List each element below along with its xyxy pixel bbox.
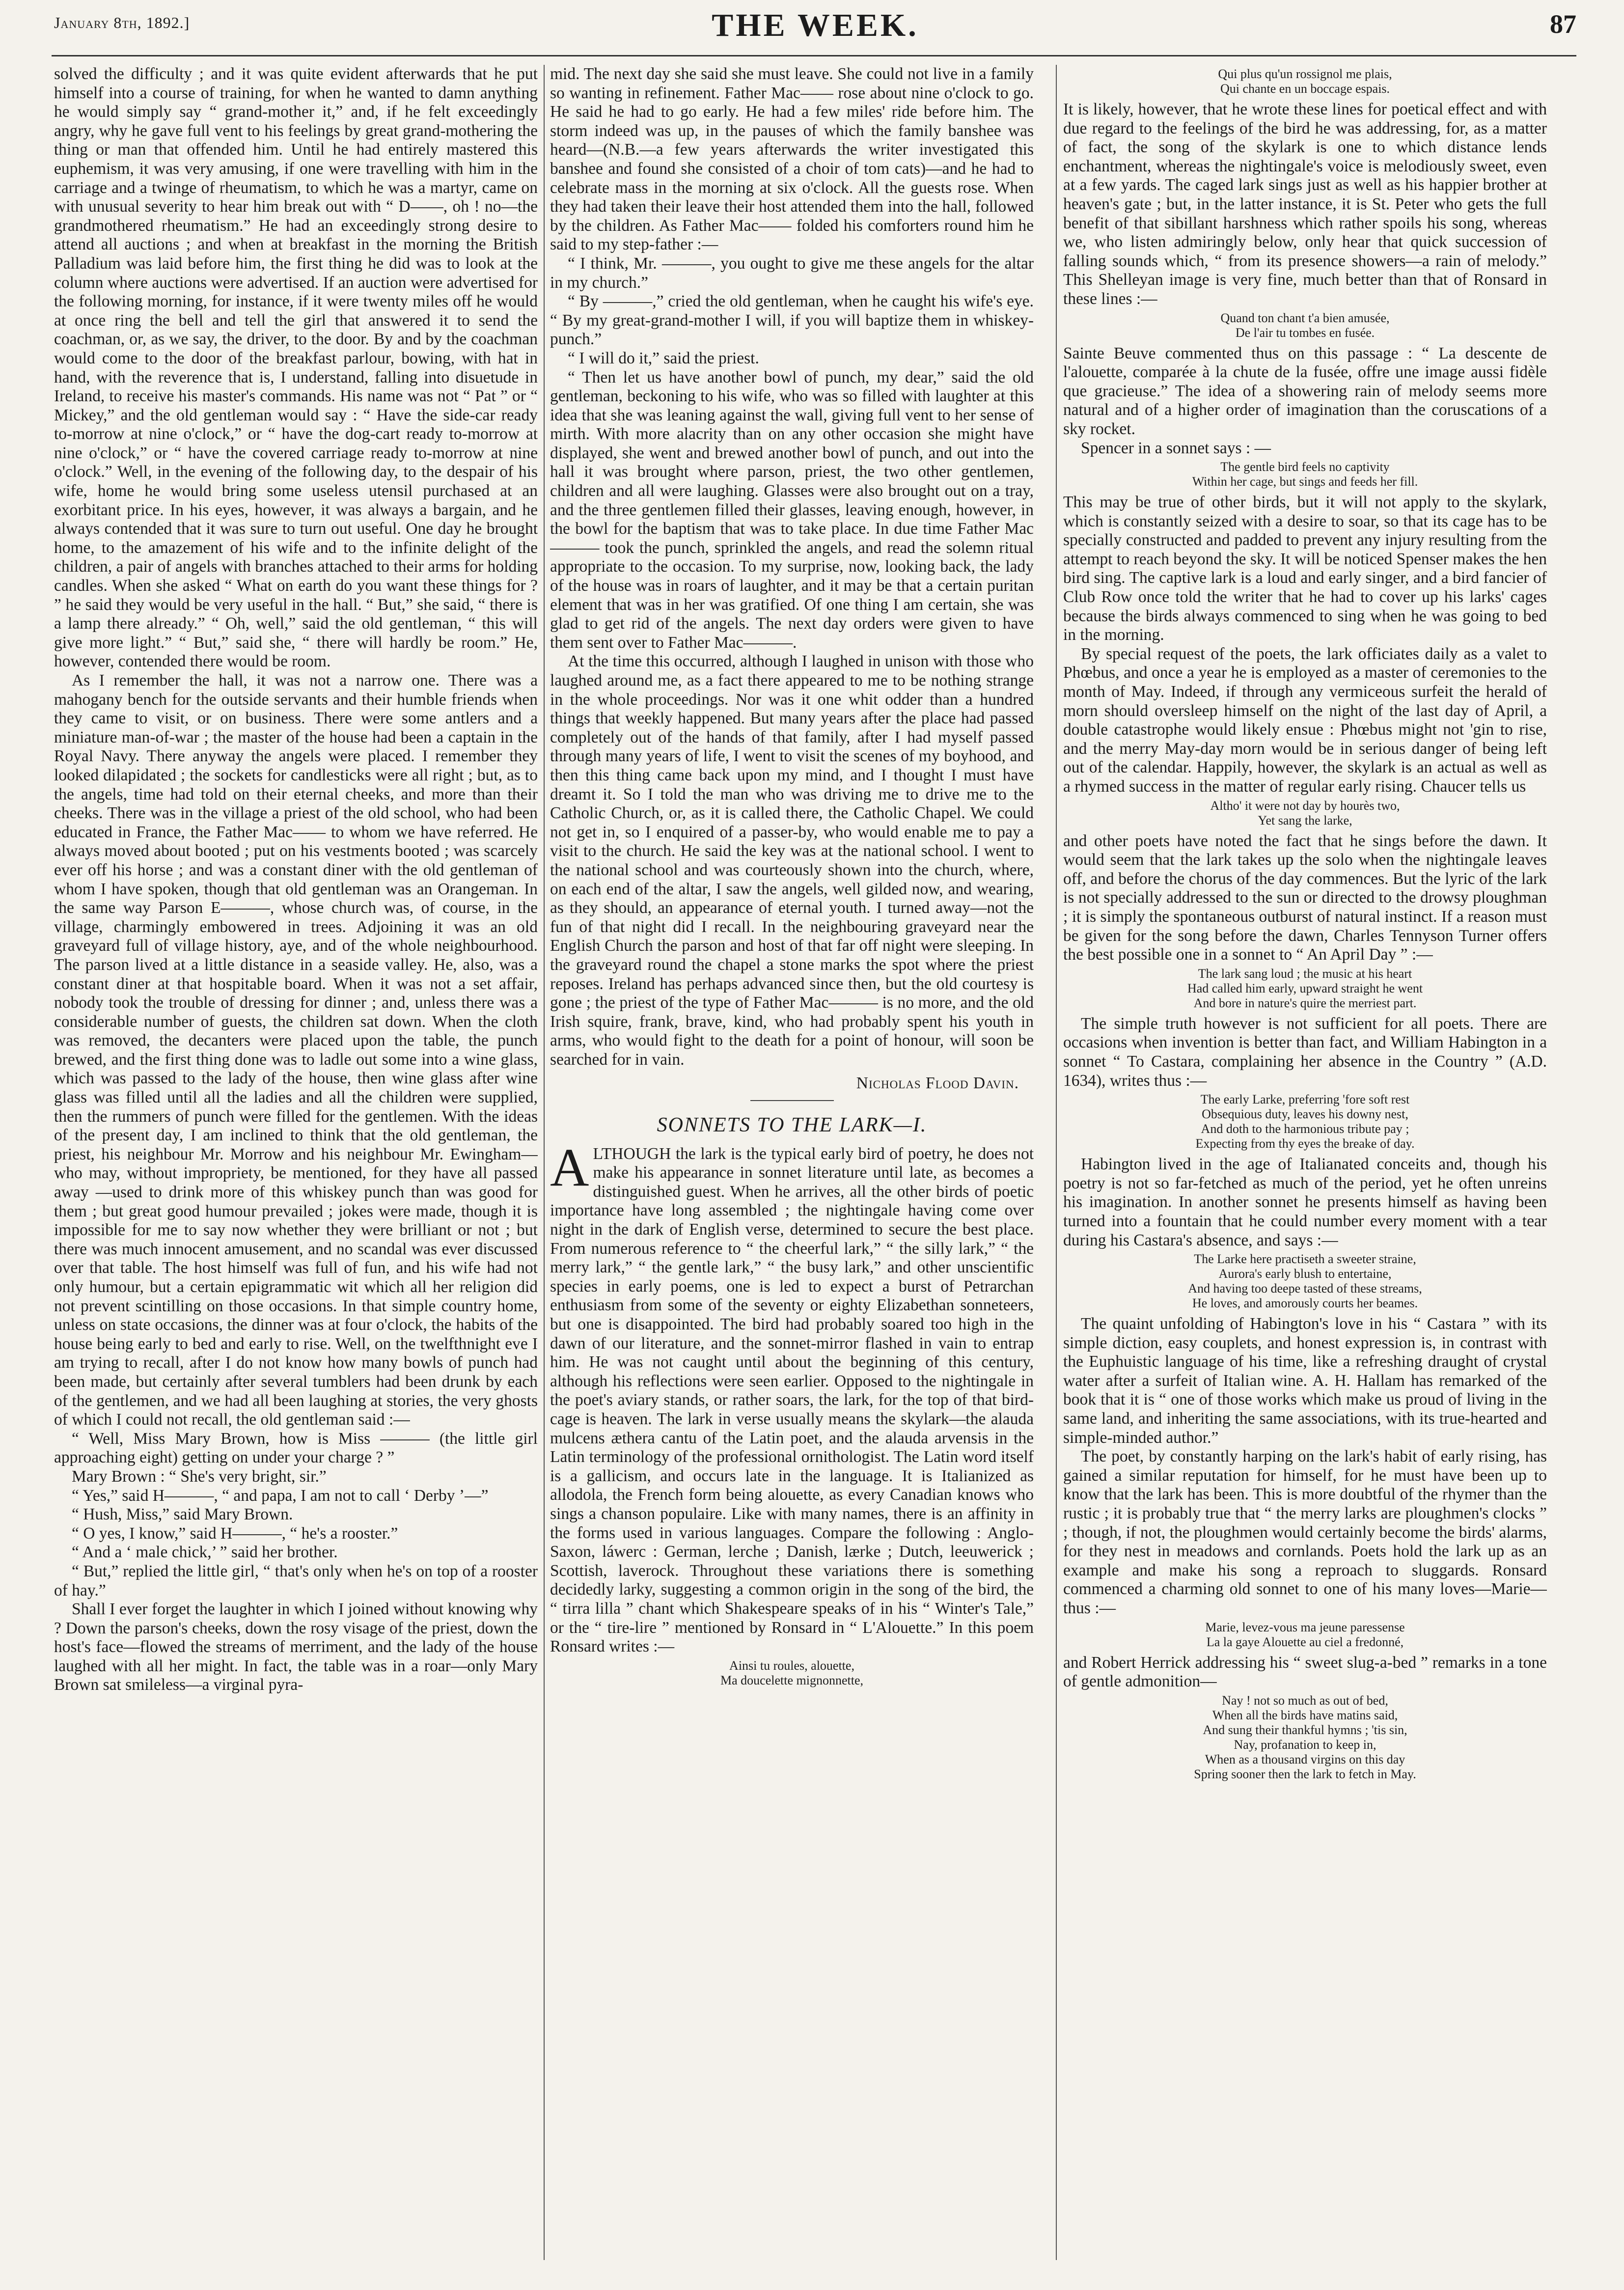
issue-date: January 8th, 1892.] [54,14,190,31]
verse-quote [1063,311,1547,340]
verse-line: Within her cage, but sings and feeds her fill. [1192,474,1418,489]
verse-line: He loves, and amorously courts her beames. [1192,1296,1418,1311]
paragraph-text: LTHOUGH the lark is the typical early bird of poetry, he does not make his appearance in sonnet literature until late, as becomes a distinguished guest. When he arrives, all the other birds of poetic importance have long assembled ; the nightingale having come over night in the dark of English verse, determined to secure the best place. From numerous reference to “ the cheerful lark,” “ the silly lark,” “ the merry lark,” “ the gentle lark,” “ the busy lark,” and other unscientific species in early poems, one is led to expect a burst of Petrarchan enthusiasm from some of the seventy or eighty Elizabethan sonneteers, but one is disappointed. The bird had probably soared too high in the dawn of our literature, and the sonnet-mirror flashed in vain to entrap him. He was not caught until about the beginning of this century, although his reflections were seen earlier. Opposed to the nightingale in the poet's aviary stands, or rather soars, the lark, for the top of that bird-cage is heaven. The lark in verse usually means the skylark—the alauda mulcens æthera cantu of the Latin poet, and the alauda arvensis in the Latin terminology of the professional ornithologist. The Latin word itself is a gallicism, and occurs late in the language. It is Italianized as allodola, the French form being alouette, as every Canadian knows who sings a chanson populaire. Like with many names, there is an affinity in the forms used in various languages. Compare the following : Anglo-Saxon, láwerc : German, lerche ; Danish, lærke ; Dutch, leeuwerick ; Scottish, laverock. Throughout these variations there is something decidedly larky, suggesting a common origin in the song of the bird, the “ tirra lilla ” chant which Shakespeare speaks of in his “ Winter's Tale,” or the “ tire-lire ” mentioned by Ronsard in “ L'Alouette.” In this poem Ronsard writes :— [550,1144,1034,1656]
verse-line: De l'air tu tombes en fusée. [1235,325,1375,340]
verse-line: Qui plus qu'un rossignol me plais, [1218,67,1392,81]
verse-line: The Larke here practiseth a sweeter straine, [1194,1252,1416,1267]
paragraph: Mary Brown : “ She's very bright, sir.” [72,1467,327,1486]
paragraph: and Robert Herrick addressing his “ sweet slug-a-bed ” remarks in a tone of gentle admonition— [1063,1653,1547,1691]
verse-quote [1063,1620,1547,1650]
verse-quote [550,1658,1034,1688]
paragraph: “ I will do it,” said the priest. [568,349,759,367]
verse-line: Altho' it were not day by hourès two, [1210,798,1400,813]
verse-line: Yet sang the larke, [1258,813,1352,828]
paragraph: “ By ———,” cried the old gentleman, when he caught his wife's eye. “ By my great-grand-mother I will, if you will baptize them in whiskey-punch.” [550,292,1034,349]
paragraph [550,1137,1034,1656]
paragraph: Shall I ever forget the laughter in which I joined without knowing why ? Down the parson's cheeks, down the rosy visage of the priest, down the host's face—flowed the streams of merriment, and the lady of the house laughed with all her might. In fact, the table was in a roar—only Mary Brown sat smileless—a virginal pyra- [54,1600,538,1694]
verse-line: La la gaye Alouette au ciel a fredonné, [1206,1634,1404,1649]
paragraph: mid. The next day she said she must leave. She could not live in a family so wanting in refinement. Father Mac—— rose about nine o'clock to go. He said he had to go early. He had a few miles' ride before him. The storm indeed was up, in the pauses of which the family banshee was heard—(N.B.—a few years afterwards the writer investigated this banshee and found she consisted of a choir of tom cats)—and he had to celebrate mass in the morning at six o'clock. All the guests rose. When they had taken their leave their host attended them into the hall, followed by the children. As Father Mac—— folded his comforters round him he said to my step-father :— [550,65,1034,254]
verse-line: Ma doucelette mignonnette, [720,1673,863,1687]
verse-quote [1063,799,1547,828]
paragraph: “ O yes, I know,” said H———, “ he's a rooster.” [72,1524,398,1543]
paragraph: At the time this occurred, although I laughed in unison with those who laughed around me, as a fact there appeared to me to be nothing strange in the whole proceedings. Nor was it one whit odder than a hundred things that weekly happened. But many years after the place had passed completely out of the hands of that family, after I had myself passed through many years of life, I went to visit the scenes of my boyhood, and then this thing came back upon my mind, and I thought I must have dreamt it. So I told the man who was driving me to drive me to the Catholic Church, or, as it is called there, the Catholic Chapel. We could not get in, so I enquired of a passer-by, who would enable me to pay a visit to the church. He said the key was at the national school. I went to the national school and was courteously shown into the church, where, on each end of the altar, I saw the angels, well gilded now, and wearing, as they should, an appearance of eternal youth. I turned away—not the fun of that night did I recall. In the neighbouring graveyard near the English Church the parson and host of that far off night were sleeping. In the graveyard round the chapel a stone marks the spot where the priest reposes. Ireland has perhaps advanced since then, but the old courtesy is gone ; the priest of the type of Father Mac——— is no more, and the old Irish squire, frank, brave, kind, who had probably spent his youth in arms, who would fight to the death for a point of honour, will soon be searched for in vain. [550,652,1034,1069]
verse-line: Aurora's early blush to entertaine, [1218,1267,1392,1281]
verse-line: Had called him early, upward straight he went [1187,981,1423,995]
verse-quote [1063,1252,1547,1311]
verse-line: And sung their thankful hymns ; 'tis sin, [1203,1722,1407,1737]
verse-line: Marie, levez-vous ma jeune paressense [1205,1620,1405,1634]
paragraph: “ Well, Miss Mary Brown, how is Miss ——— (the little girl approaching eight) getting on under your charge ? ” [54,1429,538,1467]
paragraph: Spencer in a sonnet says : — [1081,439,1271,457]
column-1 [54,65,538,2260]
column-rule [1056,65,1057,2260]
paragraph: “ Hush, Miss,” said Mary Brown. [72,1505,293,1524]
verse-quote [1063,1092,1547,1151]
paragraph: By special request of the poets, the lark officiates daily as a valet to Phœbus, and once a year he is employed as a master of ceremonies to the month of May. Indeed, if through any vermiceous surfeit the herald of morn should oversleep himself on the night of the last day of April, a double catastrophe would likely ensue : Phœbus might not 'gin to rise, and the merry May-day morn would be in serious danger of being left out of the calendar. Happily, however, the skylark is an actual as well as a rhymed success in the matter of regular early rising. Chaucer tells us [1063,644,1547,796]
paragraph: This may be true of other birds, but it will not apply to the skylark, which is constantly seized with a desire to soar, so that its cage has to be specially constructed and padded to prevent any injury resulting from the attempt to reach beyond the sky. It will be noticed Spenser makes the hen bird sing. The captive lark is a loud and early singer, and a bird fancier of Club Row once told the writer that he had to cover up his larks' cages because the birds always commenced to sing when he was going to bed in the morning. [1063,493,1547,644]
column-rule [544,65,545,2260]
verse-quote [1063,67,1547,96]
verse-line: And having too deepe tasted of these streams, [1188,1281,1422,1296]
paragraph: “ But,” replied the little girl, “ that's only when he's on top of a rooster of hay.” [54,1562,538,1600]
paragraph: The quaint unfolding of Habington's love in his “ Castara ” with its simple diction, easy couplets, and honest expression is, in contrast with the Euphuistic language of his time, like a refreshing draught of crystal water after a surfeit of Italian wine. A. H. Hallam has remarked of the book that it is “ one of those works which make us proud of living in the same land, and inheriting the same associations, with its true-hearted and simple-minded author.” [1063,1315,1547,1447]
paragraph: “ Yes,” said H———, “ and papa, I am not to call ‘ Derby ’—” [72,1486,489,1505]
verse-line: Ainsi tu roules, alouette, [729,1658,854,1673]
drop-cap: A [550,1137,589,1197]
masthead [54,4,1576,58]
verse-line: Obsequious duty, leaves his downy nest, [1202,1107,1408,1122]
author-signature: Nicholas Flood Davin. [856,1074,1019,1093]
verse-quote [1063,460,1547,489]
article-heading: SONNETS TO THE LARK—I. [657,1114,927,1137]
section-divider [750,1100,834,1101]
paragraph: The poet, by constantly harping on the lark's habit of early rising, has gained a similar reputation for himself, for he must have been up to know that the lark has been. This is more doubtful of the rhymer than the rustic ; it is probably true that “ the merry larks are ploughmen's clocks ” ; though, if not, the ploughmen would certainly become the birds' alarms, for they nest in meadows and cornlands. Poets hold the lark up as an example and make his song a reproach to sluggards. Ronsard commenced a charming old sonnet to one of his many loves—Marie—thus :— [1063,1447,1547,1617]
paragraph: The simple truth however is not sufficient for all poets. There are occasions when invention is better than fact, and William Habington in a sonnet “ To Castara, complaining her absence in the Country ” (A.D. 1634), writes thus :— [1063,1014,1547,1090]
verse-line: Quand ton chant t'a bien amusée, [1220,310,1390,325]
paragraph: solved the difficulty ; and it was quite evident afterwards that he put himself into a course of training, for when he wanted to damn anything he would simply say “ grand-mother it,” and, if he felt exceedingly angry, why he gave full vent to his feelings by great grand-mothering the thing or man that offended him. Until he had entirely mastered this euphemism, it was very amusing, if one were travelling with him in the carriage and a twinge of rheumatism, to which he was a martyr, came on with unusual severity to hear him break out with “ D——, oh ! no—the grandmothered rheumatism.” He had an exceedingly strong desire to attend all auctions ; and when at breakfast in the morning the British Palladium was laid before him, the first thing he did was to look at the column where auctions were advertised. If an auction were advertised for the following morning, for instance, if it were twenty miles off he would at once ring the bell and tell the girl that answered it to send the coachman, or, as we say, the driver, to the door. By and by the coachman would come to the door of the breakfast parlour, bowing, with hat in hand, with the reverence that is, I understand, falling into disuetude in Ireland, to receive his master's commands. His name was not “ Pat ” or “ Mickey,” and the old gentleman would say : “ Have the side-car ready to-morrow at nine o'clock,” or “ have the dog-cart ready to-morrow at nine o'clock,” or “ have the covered carriage ready to-morrow at nine o'clock.” Well, in the evening of the following day, to the despair of his wife, home he would bring some useless utensil purchased at an exorbitant price. In his eyes, however, it was always a bargain, and he always contended that it was sure to turn out useful. One day he brought home, to the amazement of his wife and to the infinite delight of the children, a pair of angels with branches attached to their arms for holding candles. When she asked “ What on earth do you want these things for ? ” he said they would be very useful in the hall. “ But,” she said, “ there is a lamp there already.” “ Oh, well,” said the old gentleman, “ this will give more light.” “ But,” said she, “ there will hardly be room.” He, however, contended there would be room. [54,65,538,671]
paragraph: and other poets have noted the fact that he sings before the dawn. It would seem that the lark takes up the solo when the nightingale leaves off, and before the chorus of the day commences. But the lyric of the lark is not specially addressed to the sun or directed to the drowsy ploughman ; it is simply the spontaneous outburst of natural instinct. If a reason must be given for the song before the dawn, Charles Tennyson Turner offers the best possible one in a sonnet to “ An April Day ” :— [1063,831,1547,964]
verse-line: When all the birds have matins said, [1212,1708,1398,1722]
paragraph: “ And a ‘ male chick,’ ” said her brother. [72,1543,338,1562]
verse-line: When as a thousand virgins on this day [1205,1752,1405,1766]
verse-line: The early Larke, preferring 'fore soft rest [1200,1092,1410,1107]
verse-line: Qui chante en un boccage espais. [1220,82,1390,96]
column-3 [1063,65,1547,2260]
paragraph: “ I think, Mr. ———, you ought to give me these angels for the altar in my church.” [550,254,1034,292]
column-2 [550,65,1034,2260]
verse-quote [1063,1693,1547,1782]
verse-line: Expecting from thy eyes the breake of day. [1195,1136,1415,1151]
verse-line: Spring sooner then the lark to fetch in May. [1194,1766,1416,1781]
verse-line: Nay ! not so much as out of bed, [1222,1693,1388,1708]
verse-line: And doth to the harmonious tribute pay ; [1201,1122,1409,1136]
header-rule [52,55,1576,56]
paragraph: As I remember the hall, it was not a narrow one. There was a mahogany bench for the outside servants and their humble friends when they came to visit, or on business. There were some antlers and a miniature man-of-war ; the master of the house had been a captain in the Royal Navy. There anyway the angels were placed. I remember they looked dilapidated ; the sockets for candlesticks were all right ; but, as to the angels, time had told on their eternal cheeks, and more than their cheeks. There was in the village a priest of the old school, who had been educated in France, the Father Mac—— to whom we have referred. He always moved about booted ; put on his vestments booted ; was scarcely ever off his horse ; and was a constant diner with the old gentleman of whom I have spoken, though that old gentleman was an Orangeman. In the same way Parson E———, whose church was, of course, in the village, charmingly embowered in trees. Adjoining it was an old graveyard full of village history, aye, and of the whole neighbourhood. The parson lived at a little distance in a seaside valley. He, also, was a constant diner at that hospitable board. When it was not a set affair, nobody took the trouble of dressing for dinner ; and, unless there was a considerable number of guests, the children sat down. When the cloth was removed, the decanters were placed upon the table, the punch brewed, and the first thing done was to ladle out some into a wine glass, which was passed to the lady of the house, then wine glass after wine glass was filled until all the ladies and all the children were supplied, then the rummers of punch were filled for the gentlemen. With the ideas of the present day, I am inclined to think that the old gentleman, the priest, his neighbour Mr. Morrow and his neighbour Mr. Ewingham—who may, without impropriety, be mentioned, for they have all passed away —used to drink more of this whiskey punch than was good for them ; but great good humour prevailed ; jokes were made, though it is impossible for me to say now whether they were brilliant or not ; but there was much innocent amusement, and no scandal was ever discussed over that table. The host himself was full of fun, and his wife had not only humour, but a certain epigrammatic wit which all her religion did not prevent scintilling on those occasions. In that simple country home, unless on state occasions, the dinner was at four o'clock, the habits of the house being early to bed and early to rise. Well, on the twelfthnight eve I am trying to recall, after I do not know how many bowls of punch had been made, but certainly after several tumblers had been drunk by each of the gentlemen, and we had all been laughing at stories, the very ghosts of which I could not recall, the old gentleman said :— [54,671,538,1429]
paragraph: Sainte Beuve commented thus on this passage : “ La descente de l'alouette, comparée à la chute de la fusée, offre une image aussi fidèle que gracieuse.” The idea of a showering rain of melody seems more natural and of a higher order of imagination than the coruscations of a sky rocket. [1063,344,1547,438]
verse-line: The lark sang loud ; the music at his heart [1198,966,1412,981]
page-number: 87 [1550,9,1576,39]
verse-quote [1063,966,1547,1011]
paragraph: Habington lived in the age of Italianated conceits and, though his poetry is not so far-fetched as much of the period, yet he often unreins his imagination. In another sonnet he presents himself as having been turned into a fountain that he could number every moment with a tear during his Castara's absence, and says :— [1063,1155,1547,1249]
paragraph: “ Then let us have another bowl of punch, my dear,” said the old gentleman, beckoning to his wife, who was so filled with laughter at this idea that she was leaning against the wall, giving full vent to her sense of mirth. With more alacrity than on any other occasion she might have displayed, she went and brewed another bowl of punch, and out into the hall it was brought where parson, priest, the two other gentlemen, children and all were laughing. Glasses were also brought out on a tray, and the three gentlemen filled their glasses, leaving enough, however, in the bowl for the baptism that was to take place. In due time Father Mac——— took the punch, sprinkled the angels, and read the solemn ritual appropriate to the occasion. To my surprise, now, looking back, the lady of the house was in roars of laughter, and it may be that a certain puritan element that was in her was gratified. Of one thing I am certain, she was glad to get rid of the angels. The next day orders were given to have them sent over to Father Mac———. [550,368,1034,652]
verse-line: Nay, profanation to keep in, [1234,1737,1376,1752]
publication-title: THE WEEK. [712,7,919,43]
verse-line: The gentle bird feels no captivity [1220,460,1390,474]
paragraph: It is likely, however, that he wrote these lines for poetical effect and with due regard to the feelings of the bird he was addressing, for, as a matter of fact, the song of the skylark is one to which distance lends enchantment, whereas the nightingale's voice is melodiously sweet, even at a few yards. The caged lark sings just as well as his happier brother at heaven's gate ; but, in the latter instance, it is St. Peter who gets the full benefit of that sibillant harshness which rather spoils his song, whereas we, who listen admiringly below, only hear that quick succession of falling sounds which, “ from its presence showers—a rain of melody.” This Shelleyan image is very fine, much better than that of Ronsard in these lines :— [1063,100,1547,308]
verse-line: And bore in nature's quire the merriest part. [1193,995,1417,1010]
